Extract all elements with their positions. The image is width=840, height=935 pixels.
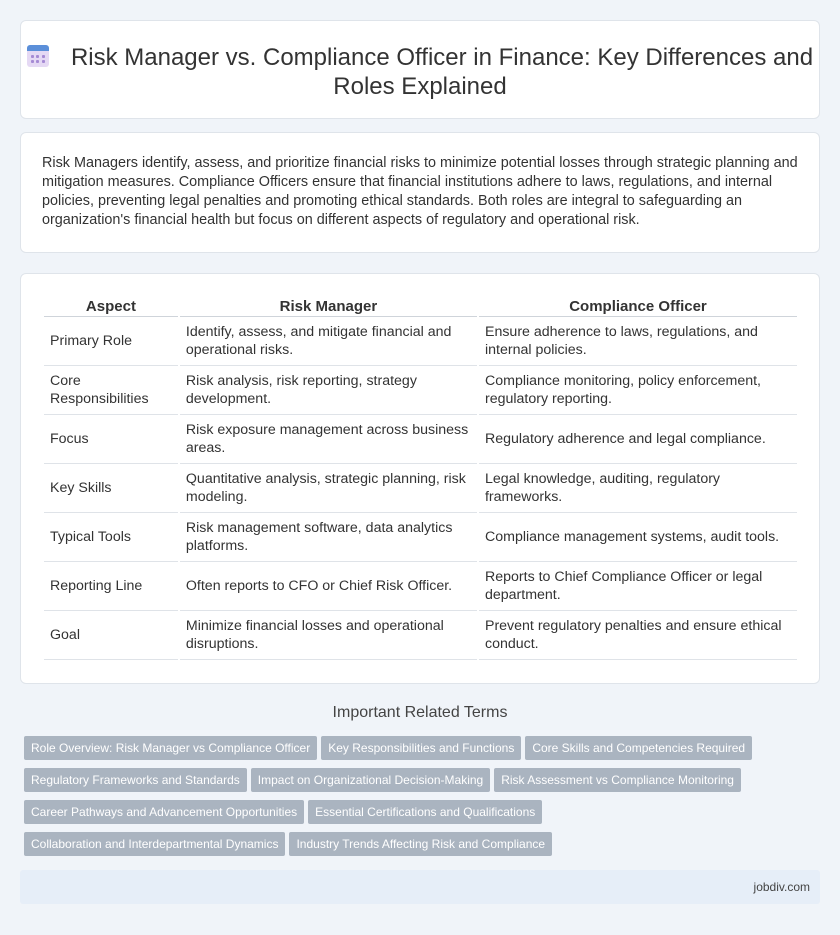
related-term-tag[interactable]: Key Responsibilities and Functions (321, 736, 521, 760)
table-row (44, 415, 797, 464)
table-cell-aspect: Focus (44, 415, 178, 464)
table-cell-aspect: Primary Role (44, 317, 178, 366)
table-cell-compliance-officer: Compliance management systems, audit tools. (479, 513, 797, 562)
table-cell-risk-manager: Risk analysis, risk reporting, strategy development. (180, 366, 477, 415)
column-header-risk-manager: Risk Manager (180, 297, 477, 317)
table-row (44, 366, 797, 415)
table-row (44, 464, 797, 513)
table-cell-risk-manager: Minimize financial losses and operational disruptions. (180, 611, 477, 660)
table-cell-risk-manager: Identify, assess, and mitigate financial and operational risks. (180, 317, 477, 366)
table-cell-risk-manager: Risk management software, data analytics platforms. (180, 513, 477, 562)
footer (20, 870, 820, 904)
title-card (20, 20, 820, 119)
table-cell-aspect: Core Responsibilities (44, 366, 178, 415)
table-cell-compliance-officer: Prevent regulatory penalties and ensure ethical conduct. (479, 611, 797, 660)
table-cell-compliance-officer: Compliance monitoring, policy enforcement, regulatory reporting. (479, 366, 797, 415)
table-cell-compliance-officer: Legal knowledge, auditing, regulatory frameworks. (479, 464, 797, 513)
table-cell-compliance-officer: Regulatory adherence and legal compliance. (479, 415, 797, 464)
column-header-aspect: Aspect (44, 297, 178, 317)
summary-card (20, 132, 820, 253)
column-header-compliance-officer: Compliance Officer (479, 297, 797, 317)
table-cell-compliance-officer: Ensure adherence to laws, regulations, and internal policies. (479, 317, 797, 366)
table-cell-compliance-officer: Reports to Chief Compliance Officer or legal department. (479, 562, 797, 611)
related-terms-tags (24, 736, 804, 864)
related-term-tag[interactable]: Essential Certifications and Qualifications (308, 800, 542, 824)
page-title: Risk Manager vs. Compliance Officer in Finance: Key Differences and Roles Explained (70, 44, 814, 100)
table-cell-aspect: Key Skills (44, 464, 178, 513)
related-term-tag[interactable]: Collaboration and Interdepartmental Dynamics (24, 832, 285, 856)
comparison-table (42, 297, 799, 660)
calendar-icon (27, 45, 49, 67)
page-title-wrap (21, 43, 819, 101)
table-cell-risk-manager: Risk exposure management across business areas. (180, 415, 477, 464)
related-term-tag[interactable]: Industry Trends Affecting Risk and Compliance (289, 832, 552, 856)
related-terms-heading: Important Related Terms (332, 704, 508, 721)
comparison-table-card (20, 273, 820, 684)
related-term-tag[interactable]: Impact on Organizational Decision-Making (251, 768, 490, 792)
related-term-tag[interactable]: Risk Assessment vs Compliance Monitoring (494, 768, 741, 792)
table-row (44, 513, 797, 562)
table-header-row (44, 297, 797, 317)
summary-text: Risk Managers identify, assess, and prioritize financial risks to minimize potential losses through strategic planning and mitigation measures. Compliance Officers ensure that financial institutions adhere to laws, regulations, and internal policies, preventing legal penalties and promoting ethical standards. Both roles are integral to safeguarding an organization's financial health but focus on different aspects of regulatory and operational risk. (42, 155, 798, 228)
table-cell-aspect: Goal (44, 611, 178, 660)
tag-row (24, 736, 804, 768)
table-row (44, 611, 797, 660)
tag-row (24, 800, 804, 832)
table-cell-risk-manager: Quantitative analysis, strategic planning, risk modeling. (180, 464, 477, 513)
table-row (44, 562, 797, 611)
table-cell-aspect: Typical Tools (44, 513, 178, 562)
related-term-tag[interactable]: Core Skills and Competencies Required (525, 736, 752, 760)
tag-row (24, 832, 804, 864)
table-row (44, 317, 797, 366)
tag-row (24, 768, 804, 800)
related-term-tag[interactable]: Role Overview: Risk Manager vs Compliance Officer (24, 736, 317, 760)
table-cell-risk-manager: Often reports to CFO or Chief Risk Officer. (180, 562, 477, 611)
table-cell-aspect: Reporting Line (44, 562, 178, 611)
related-term-tag[interactable]: Career Pathways and Advancement Opportunities (24, 800, 304, 824)
related-term-tag[interactable]: Regulatory Frameworks and Standards (24, 768, 247, 792)
footer-site-link[interactable]: jobdiv.com (753, 880, 810, 894)
